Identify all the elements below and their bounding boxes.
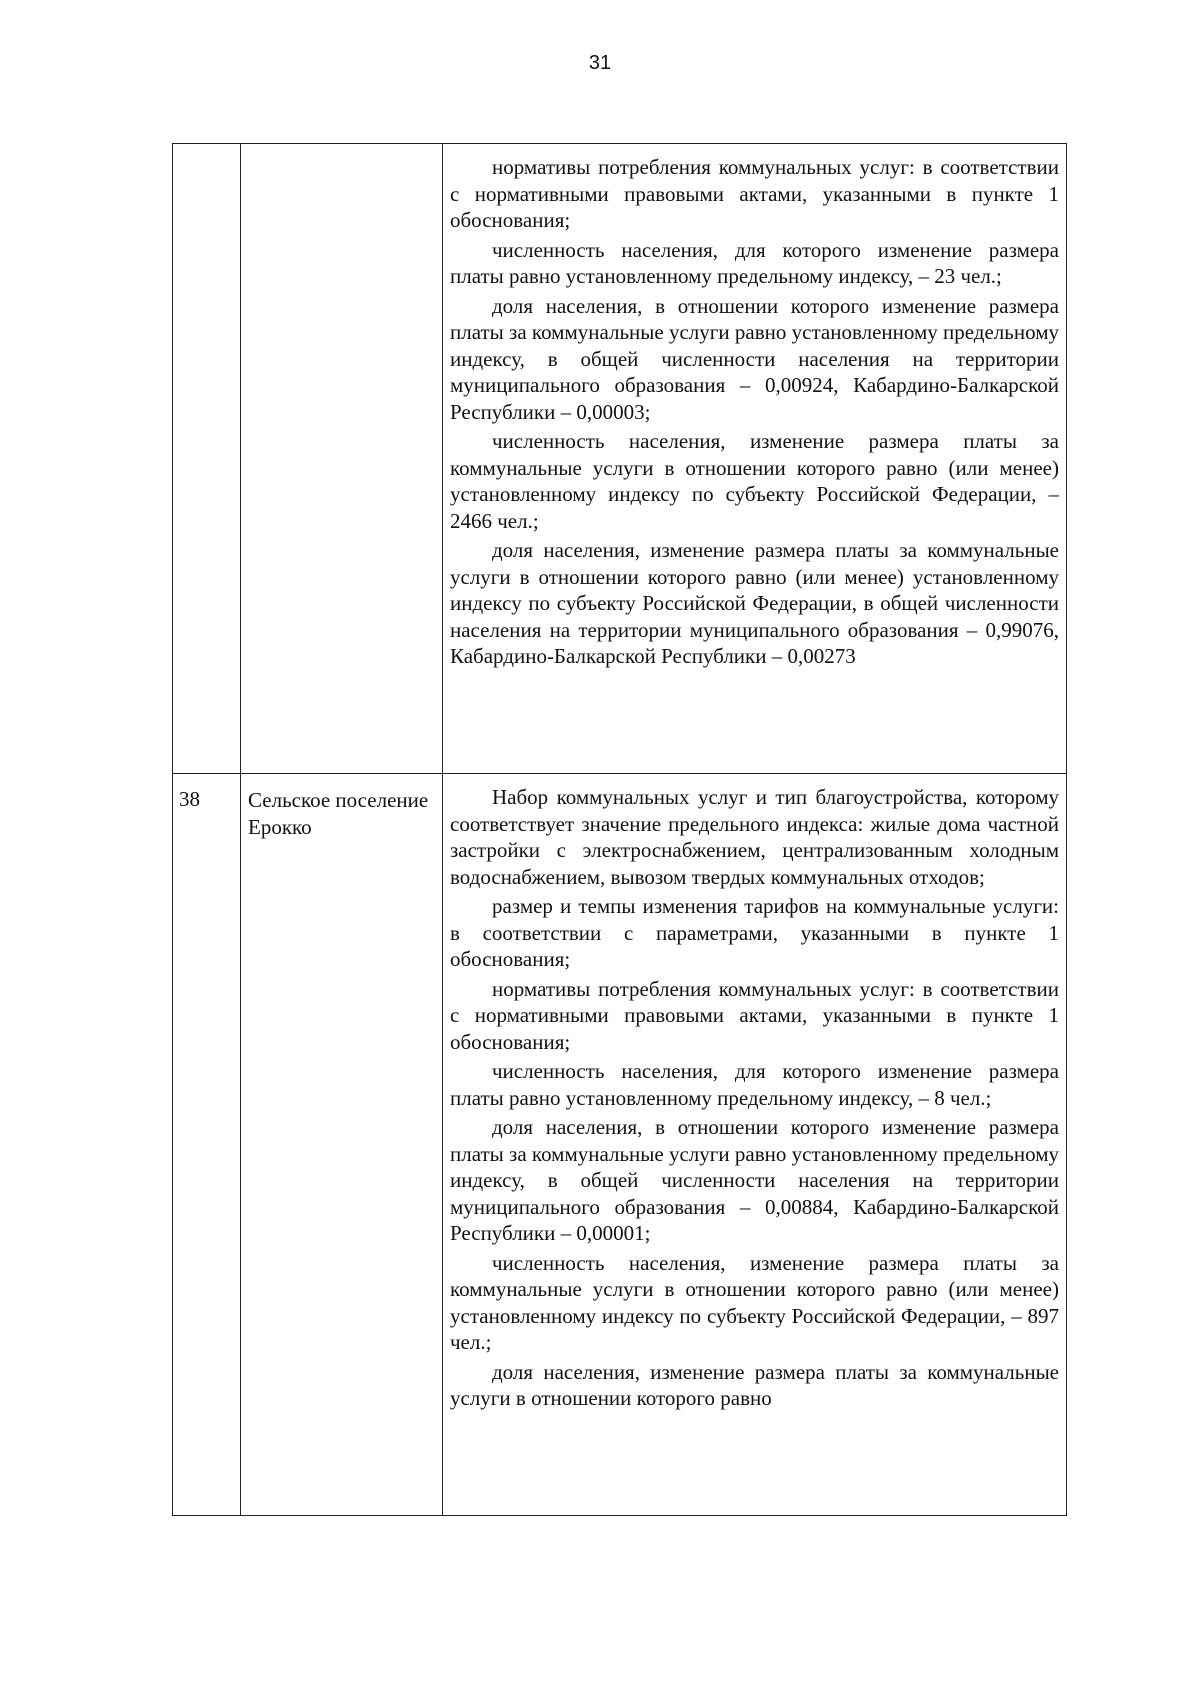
paragraph: нормативы потребления коммунальных услуг: в соответствии с нормативными правовыми актами, указанными в пункте 1 обоснования;: [450, 976, 1059, 1054]
description-cell: [443, 144, 1067, 774]
paragraph: Набор коммунальных услуг и тип благоустройства, которому соответствует значение предельного индекса: жилые дома частной застройки с электроснабжением, централизованным холодным водоснабжением, вывозом твердых коммунальных отходов;: [450, 785, 1059, 889]
row-number-cell: [173, 144, 241, 774]
paragraph: доля населения, в отношении которого изменение размера платы за коммунальные услуги равно установленному предельному индексу, в общей численности населения на территории муниципального образования – 0,00884, Кабардино-Балкарской Республики – 0,00001;: [450, 1115, 1059, 1245]
paragraph: численность населения, для которого изменение размера платы равно установленному предельному индексу, – 8 чел.;: [450, 1059, 1059, 1110]
paragraph: размер и темпы изменения тарифов на коммунальные услуги: в соответствии с параметрами, указанными в пункте 1 обоснования;: [450, 894, 1059, 971]
paragraph: доля населения, изменение размера платы за коммунальные услуги в отношении которого равно (или менее) установленному индексу по субъекту Российской Федерации, в общей численности населения на территории муниципального образования – 0,99076, Кабардино-Балкарской Республики – 0,00273: [450, 538, 1059, 668]
paragraph: доля населения, в отношении которого изменение размера платы за коммунальные услуги равно установленному предельному индексу, в общей численности населения на территории муниципального образования – 0,00924, Кабардино-Балкарской Республики – 0,00003;: [450, 293, 1059, 424]
page-number: 31: [588, 52, 612, 74]
paragraph: численность населения, для которого изменение размера платы равно установленному предельному индексу, – 23 чел.;: [450, 237, 1059, 288]
municipality-name-cell: [241, 144, 443, 774]
paragraph: численность населения, изменение размера платы за коммунальные услуги в отношении которого равно (или менее) установленному индексу по субъекту Российской Федерации, – 2466 чел.;: [450, 429, 1059, 533]
paragraph: нормативы потребления коммунальных услуг: в соответствии с нормативными правовыми актами, указанными в пункте 1 обоснования;: [450, 155, 1059, 232]
paragraph: численность населения, изменение размера платы за коммунальные услуги в отношении которого равно (или менее) установленному индексу по субъекту Российской Федерации, – 897 чел.;: [450, 1250, 1059, 1354]
description-cell: [443, 774, 1067, 1516]
municipal-index-table: [172, 143, 1067, 1516]
municipality-name-cell: Сельское поселение Ерокко: [241, 774, 443, 1516]
row-number-cell: 38: [173, 774, 241, 1516]
paragraph: доля населения, изменение размера платы за коммунальные услуги в отношении которого равно: [450, 1359, 1059, 1410]
table-row: [173, 144, 1067, 774]
table-row: [173, 774, 1067, 1516]
